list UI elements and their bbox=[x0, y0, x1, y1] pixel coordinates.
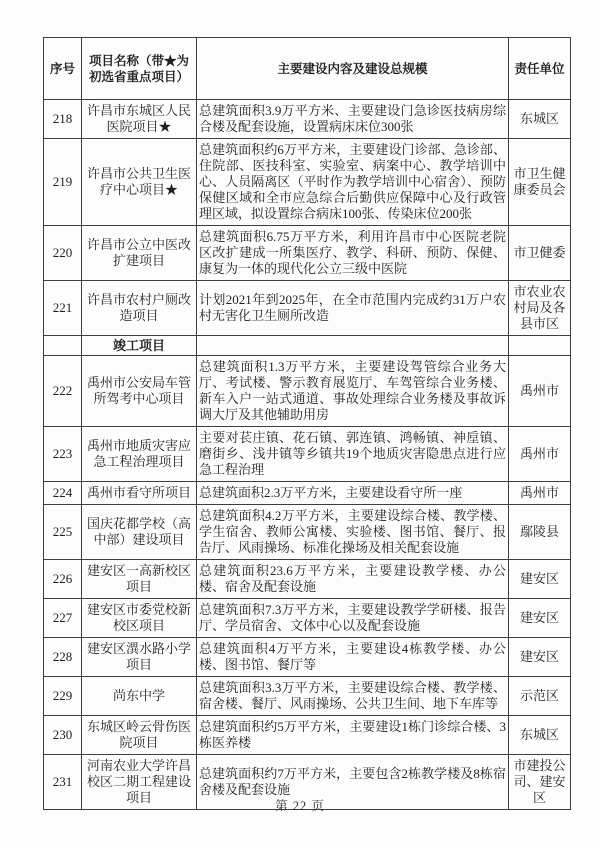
projects-table bbox=[43, 37, 571, 810]
unit-cell: 东城区 bbox=[509, 716, 571, 755]
unit-cell: 示范区 bbox=[509, 677, 571, 716]
project-name-cell: 禹州市公安局车管所驾考中心项目 bbox=[82, 356, 197, 427]
unit-cell: 市卫健委 bbox=[509, 226, 571, 281]
unit-cell: 鄢陵县 bbox=[509, 505, 571, 560]
table-row bbox=[44, 505, 571, 560]
col-header-name: 项目名称（带★为初选省重点项目） bbox=[82, 38, 197, 100]
project-name-cell: 许昌市公共卫生医疗中心项目★ bbox=[82, 139, 197, 226]
table-row bbox=[44, 716, 571, 755]
content-cell: 总建筑面积约6万平方米，主要建设门诊部、急诊部、住院部、医技科室、实验室、病案中心、教学培训中心、人员隔离区（平时作为教学培训中心宿舍）、预防保健区域和全市应急综合后勤供应保障中心及行政管理区域，拟设置综合病床100张、传染床位200张 bbox=[197, 139, 509, 226]
col-header-no: 序号 bbox=[44, 38, 82, 100]
project-name-cell: 建安区潩水路小学项目 bbox=[82, 638, 197, 677]
content-cell bbox=[197, 336, 509, 356]
content-cell: 总建筑面积3.9万平方米、主要建设门急诊医技病房综合楼及配套设施，设置病床床位300张 bbox=[197, 100, 509, 139]
content-cell: 总建筑面积4.2万平方米，主要建设综合楼、教学楼、学生宿舍、教师公寓楼、实验楼、图书馆、餐厅、报告厅、风雨操场、标准化操场及相关配套设施 bbox=[197, 505, 509, 560]
unit-cell: 禹州市 bbox=[509, 482, 571, 505]
serial-cell: 228 bbox=[44, 638, 82, 677]
content-cell: 总建筑面积2.3万平方米，主要建设看守所一座 bbox=[197, 482, 509, 505]
unit-cell bbox=[509, 336, 571, 356]
serial-cell: 223 bbox=[44, 427, 82, 482]
content-cell: 计划2021年到2025年，在全市范围内完成约31万户农村无害化卫生厕所改造 bbox=[197, 281, 509, 336]
project-name-cell: 国庆花都学校（高中部）建设项目 bbox=[82, 505, 197, 560]
table-row bbox=[44, 226, 571, 281]
col-header-unit: 责任单位 bbox=[509, 38, 571, 100]
serial-cell: 219 bbox=[44, 139, 82, 226]
page-number: 第 22 页 bbox=[275, 799, 325, 813]
project-name-cell: 许昌市公立中医改扩建项目 bbox=[82, 226, 197, 281]
section-row bbox=[44, 336, 571, 356]
unit-cell: 建安区 bbox=[509, 599, 571, 638]
serial-cell: 230 bbox=[44, 716, 82, 755]
table-row bbox=[44, 638, 571, 677]
serial-cell: 229 bbox=[44, 677, 82, 716]
serial-cell bbox=[44, 336, 82, 356]
project-name-cell: 许昌市农村户厕改造项目 bbox=[82, 281, 197, 336]
serial-cell: 218 bbox=[44, 100, 82, 139]
table-row bbox=[44, 560, 571, 599]
project-name-cell: 禹州市地质灾害应急工程治理项目 bbox=[82, 427, 197, 482]
unit-cell: 东城区 bbox=[509, 100, 571, 139]
serial-cell: 224 bbox=[44, 482, 82, 505]
content-cell: 总建筑面积7.3万平方米，主要建设教学学研楼、报告厅、学员宿舍、文体中心以及配套设施 bbox=[197, 599, 509, 638]
serial-cell: 225 bbox=[44, 505, 82, 560]
content-cell: 总建筑面积23.6万平方米，主要建设教学楼、办公楼、宿舍及配套设施 bbox=[197, 560, 509, 599]
serial-cell: 226 bbox=[44, 560, 82, 599]
content-cell: 总建筑面积约7万平方米，主要包含2栋教学楼及8栋宿舍楼及配套设施 bbox=[197, 755, 509, 810]
col-header-content: 主要建设内容及建设总规模 bbox=[197, 38, 509, 100]
unit-cell: 建安区 bbox=[509, 560, 571, 599]
content-cell: 总建筑面积4万平方米，主要建设4栋教学楼、办公楼、图书馆、餐厅等 bbox=[197, 638, 509, 677]
serial-cell: 220 bbox=[44, 226, 82, 281]
content-cell: 总建筑面积3.3万平方米，主要建设综合楼、教学楼、宿舍楼、餐厅、风雨操场、公共卫生间、地下车库等 bbox=[197, 677, 509, 716]
table-row bbox=[44, 599, 571, 638]
content-cell: 总建筑面积6.75万平方米，利用许昌市中心医院老院区改扩建成一所集医疗、教学、科研、预防、保健、康复为一体的现代化公立三级中医院 bbox=[197, 226, 509, 281]
unit-cell: 市农业农村局及各县市区 bbox=[509, 281, 571, 336]
content-cell: 主要对苌庄镇、花石镇、郭连镇、鸿畅镇、神垕镇、磨街乡、浅井镇等乡镇共19个地质灾害隐患点进行应急工程治理 bbox=[197, 427, 509, 482]
table-body bbox=[44, 100, 571, 810]
unit-cell: 禹州市 bbox=[509, 356, 571, 427]
project-name-cell: 河南农业大学许昌校区二期工程建设项目 bbox=[82, 755, 197, 810]
unit-cell: 市建投公司、建安区 bbox=[509, 755, 571, 810]
content-cell: 总建筑面积1.3万平方米，主要建设驾管综合业务大厅、考试楼、警示教育展览厅、车驾管综合业务楼、新车入户一站式通道、事故处理综合业务楼及事故诉调大厅及其他辅助用房 bbox=[197, 356, 509, 427]
content-cell: 总建筑面积约5万平方米，主要建设1栋门诊综合楼、3栋医养楼 bbox=[197, 716, 509, 755]
project-name-cell: 许昌市东城区人民医院项目★ bbox=[82, 100, 197, 139]
project-name-cell: 禹州市看守所项目 bbox=[82, 482, 197, 505]
project-name-cell: 东城区岭云骨伤医院项目 bbox=[82, 716, 197, 755]
unit-cell: 市卫生健康委员会 bbox=[509, 139, 571, 226]
table-row bbox=[44, 482, 571, 505]
project-name-cell: 建安区市委党校新校区项目 bbox=[82, 599, 197, 638]
serial-cell: 221 bbox=[44, 281, 82, 336]
table-row bbox=[44, 356, 571, 427]
project-name-cell: 建安区一高新校区项目 bbox=[82, 560, 197, 599]
serial-cell: 222 bbox=[44, 356, 82, 427]
table-row bbox=[44, 100, 571, 139]
unit-cell: 建安区 bbox=[509, 638, 571, 677]
header-row bbox=[44, 38, 571, 100]
table-row bbox=[44, 281, 571, 336]
table-row bbox=[44, 677, 571, 716]
project-name-cell: 尚东中学 bbox=[82, 677, 197, 716]
section-label: 竣工项目 bbox=[82, 336, 197, 356]
table-row bbox=[44, 427, 571, 482]
table-row bbox=[44, 139, 571, 226]
unit-cell: 禹州市 bbox=[509, 427, 571, 482]
serial-cell: 231 bbox=[44, 755, 82, 810]
serial-cell: 227 bbox=[44, 599, 82, 638]
